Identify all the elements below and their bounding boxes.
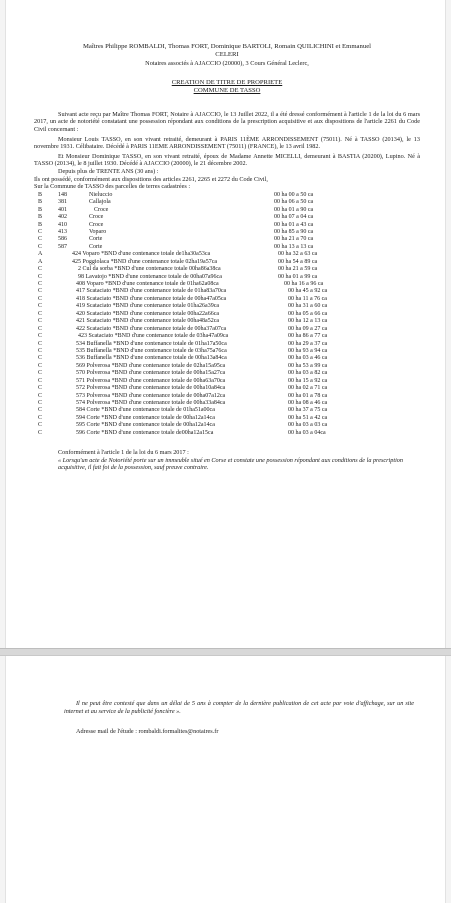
parcel-area: 00 ha 01 a 78 ca xyxy=(288,392,328,399)
parcel-description: 420 Scataciato *BND d'une contenance totale 00ha22a66ca xyxy=(76,310,220,317)
parcel-row xyxy=(34,266,420,273)
parcel-section: C xyxy=(38,355,43,362)
parcel-description: 569 Polverosa *BND d'une contenance totale de 02ha15a95ca xyxy=(76,362,226,369)
notaries-address: Notaires associés à AJACCIO (20000), 3 Cours Général Leclerc, xyxy=(145,59,309,67)
parcel-area: 00 ha 53 a 99 ca xyxy=(288,362,328,369)
parcel-row xyxy=(34,422,420,429)
parcel-place: Corte xyxy=(89,243,103,250)
parcel-area: 00 ha 16 a 96 ca xyxy=(284,281,324,287)
parcel-area: 00 ha 03 a 03 ca xyxy=(288,422,328,429)
notaries-names: Maîtres Philippe ROMBALDI, Thomas FORT, Dominique BARTOLI, Romain QUILICHINI et Emmanuel xyxy=(82,43,372,50)
parcel-section: C xyxy=(38,385,43,392)
parcel-area: 00 ha 31 a 60 ca xyxy=(288,303,328,310)
parcel-section: C xyxy=(38,243,43,250)
parcel-description: 572 Polverosa *BND d'une contenance totale de 00ha10a84ca xyxy=(76,385,226,392)
parcel-description: 536 Buffanella *BND d'une contenance totale de 00ha13a84ca xyxy=(76,355,227,362)
parcel-section: C xyxy=(38,422,43,429)
conformity-line: Conformément à l'article 1 de la loi du 6 mars 2017 : xyxy=(58,449,189,457)
parcel-row xyxy=(34,259,420,266)
contest-note: Il ne peut être contesté que dans un délai de 5 ans à compter de la dernière publication de cet acte par voie d'affichage, sur un site internet et au service de la publicité foncière ». xyxy=(64,700,414,715)
parcel-area: 00 ha 12 a 13 ca xyxy=(288,318,328,325)
parcel-row xyxy=(34,393,420,400)
parcel-row xyxy=(34,229,420,236)
parcel-area: 00 ha 02 a 71 ca xyxy=(288,385,328,392)
parcel-description: 421 Scataciato *BND d'une contenance totale 00ha48a52ca xyxy=(76,318,220,325)
parcel-area: 00 ha 01 a 90 ca xyxy=(274,206,314,213)
parcel-section: C xyxy=(38,318,43,325)
parcel-section: C xyxy=(38,377,43,384)
parcel-row xyxy=(34,207,420,214)
parcel-section: C xyxy=(38,236,43,243)
parcel-section: C xyxy=(38,310,43,317)
parcel-area: 00 ha 03 a 04ca xyxy=(288,429,326,436)
parcel-section: B xyxy=(38,214,43,221)
parcel-area: 00 ha 51 a 42 ca xyxy=(288,414,328,421)
notice-title: CREATION DE TITRE DE PROPRIETE xyxy=(171,78,283,86)
parcel-section: B xyxy=(38,206,43,213)
parcel-row xyxy=(34,333,420,340)
parcel-place: Callajola xyxy=(89,199,111,206)
parcel-section: C xyxy=(38,340,43,347)
parcel-number: 401 xyxy=(58,206,67,213)
parcel-row xyxy=(34,430,420,437)
parcel-section: C xyxy=(38,400,43,406)
notaries-names-cont: CELERI xyxy=(215,51,239,59)
parcel-section: A xyxy=(38,251,43,258)
parcel-row xyxy=(34,318,420,325)
parcel-row xyxy=(34,326,420,333)
parcel-row xyxy=(34,274,420,281)
notice-body xyxy=(34,43,420,472)
parcel-area: 00 ha 29 a 37 ca xyxy=(288,340,328,347)
parcel-place: Croce xyxy=(89,214,104,221)
page-separator xyxy=(0,648,451,656)
parcel-section: C xyxy=(38,407,43,414)
parcel-row xyxy=(34,370,420,377)
parcel-row xyxy=(34,288,420,295)
parcel-number: 381 xyxy=(58,199,67,206)
parcel-description: 424 Voparo *BND d'une contenance totale de1ha30a53ca xyxy=(72,251,211,258)
parcel-section: A xyxy=(38,258,43,265)
parcel-section: B xyxy=(38,221,43,228)
parcel-description: 408 Voparo *BND d'une contenance totale de 01ha62a08ca xyxy=(76,281,219,287)
possession-articles: Ils ont possédé, conformément aux dispositions des articles 2261, 2265 et 2272 du Code Civil, xyxy=(34,175,268,183)
parcel-area: 00 ha 21 a 70 ca xyxy=(274,236,314,243)
parcel-description: 595 Corte *BND d'une contenance totale de 00ha12a14ca xyxy=(76,422,215,429)
parcel-section: C xyxy=(38,273,43,280)
dominique-tasso-paragraph: Et Monsieur Dominique TASSO, en son vivant retraité, époux de Madame Annette MICELLI, demeurant à BASTIA (20200), Lupino. Né à TASSO (20134), le 8 juillet 1930. Décédé à AJACCIO (20000), le 21 décembre 2002. xyxy=(34,152,420,168)
parcel-section: C xyxy=(38,288,43,295)
parcel-number: 402 xyxy=(58,214,67,221)
parcel-area: 00 ha 45 a 92 ca xyxy=(288,288,328,295)
louis-tasso-paragraph: Monsieur Louis TASSO, en son vivant retraité, demeurant à PARIS 11ÈME ARRONDISSEMENT (75011). Né à TASSO (20134), le 13 novembre 1931. Célibataire. Décédé à PARIS 11EME ARRONDISSEMENT (75011) (FRANCE), le 13 avril 1982. xyxy=(34,135,420,151)
parcel-area: 00 ha 37 a 75 ca xyxy=(288,407,328,414)
parcel-place: Voparo xyxy=(89,228,107,235)
parcel-description: 570 Polverosa *BND d'une contenance totale de 00ha15a27ca xyxy=(76,370,226,377)
parcel-row xyxy=(34,281,420,288)
parcel-section: C xyxy=(38,429,43,436)
parcel-description: 422 Scataciato *BND d'une contenance totale de 00ha37a07ca xyxy=(76,325,227,332)
parcel-description: 418 Scataciato *BND d'une contenance totale de 00ha47a05ca xyxy=(76,295,227,302)
parcel-row xyxy=(34,355,420,362)
page-right-edge xyxy=(445,0,451,903)
parcel-description: 534 Buffanella *BND d'une contenance totale de 01ha17a50ca xyxy=(76,340,227,347)
possession-duration: Depuis plus de TRENTE ANS (30 ans) : xyxy=(58,167,159,175)
parcel-row xyxy=(34,385,420,392)
parcel-row xyxy=(34,311,420,318)
parcel-row xyxy=(34,415,420,422)
parcel-row xyxy=(34,192,420,199)
parcel-area: 00 ha 08 a 46 ca xyxy=(288,400,328,406)
parcel-section: C xyxy=(38,325,43,332)
parcel-area: 00 ha 54 a 89 ca xyxy=(278,258,318,265)
parcel-section: C xyxy=(38,303,43,310)
parcel-area: 00 ha 05 a 66 ca xyxy=(288,310,328,317)
parcel-number: 586 xyxy=(58,236,67,243)
parcel-section: C xyxy=(38,295,43,302)
parcel-description: 594 Corte *BND d'une contenance totale de 00ha12a14ca xyxy=(76,414,215,421)
parcel-area: 00 ha 86 a 77 ca xyxy=(288,333,328,340)
office-email: Adresse mail de l'étude : rombaldi.formalites@notaires.fr xyxy=(76,727,219,735)
parcel-description: 584 Corte *BND d'une contenance totale de 01ha51a00ca xyxy=(76,407,215,414)
parcel-row xyxy=(34,251,420,258)
parcel-number: 587 xyxy=(58,243,67,250)
commune-title: COMMUNE DE TASSO xyxy=(193,86,261,94)
parcel-description: 423 Scataciato *BND d'une contenance totale de 03ha47a09ca xyxy=(78,333,229,340)
parcel-row xyxy=(34,363,420,370)
parcel-area: 00 ha 09 a 27 ca xyxy=(288,325,328,332)
parcel-row xyxy=(34,236,420,243)
parcel-area: 00 ha 07 a 04 ca xyxy=(274,214,314,221)
parcel-number: 148 xyxy=(58,191,67,198)
parcel-row xyxy=(34,244,420,251)
parcel-section: C xyxy=(38,333,43,340)
parcel-description: 574 Polverosa *BND d'une contenance totale de 00ha33a84ca xyxy=(76,400,226,406)
parcel-section: C xyxy=(38,370,43,377)
parcel-row xyxy=(34,199,420,206)
parcel-row xyxy=(34,296,420,303)
parcel-section: C xyxy=(38,392,43,399)
parcel-row xyxy=(34,303,420,310)
parcel-description: 98 Lavatojo *BND d'une contenance totale de 00ha07a96ca xyxy=(78,273,222,280)
parcel-area: 00 ha 11 a 76 ca xyxy=(288,295,327,302)
parcel-section: C xyxy=(38,281,43,287)
conformity-quote: « Lorsqu'un acte de Notoriété porte sur un immeuble situé en Corse et constate une possession répondant aux conditions de la prescription acquisitive, il fait foi de la possession, sauf preuve contraire. xyxy=(58,456,403,472)
parcel-description: 419 Scataciato *BND d'une contenance totale 01ha26a39ca xyxy=(76,303,220,310)
intro-paragraph: Suivant acte reçu par Maître Thomas FORT, Notaire à AJACCIO, le 13 Juillet 2022, il a été dressé conformément à l'article 1 de la loi du 6 mars 2017, un acte de notoriété constatant une possession répondant aux conditions de la prescription acquisitive et aux dispositions de l'article 2261 du Code Civil concernant : xyxy=(34,110,420,133)
page-left-edge xyxy=(0,0,6,903)
parcel-row xyxy=(34,378,420,385)
parcel-area: 00 ha 01 a 43 ca xyxy=(274,221,314,228)
footer-block xyxy=(64,700,414,735)
parcel-section: C xyxy=(38,228,43,235)
parcel-section: B xyxy=(38,191,43,198)
parcels-intro: Sur la Commune de TASSO des parcelles de terres cadastrées : xyxy=(34,183,191,191)
parcel-number: 413 xyxy=(58,228,67,235)
parcel-section: C xyxy=(38,362,43,369)
parcel-section: B xyxy=(38,199,43,206)
parcel-row xyxy=(34,400,420,407)
parcel-place: Croce xyxy=(89,221,104,228)
parcel-area: 00 ha 03 a 82 ca xyxy=(288,370,328,377)
parcel-area: 00 ha 32 a 63 ca xyxy=(278,251,318,258)
parcel-section: C xyxy=(38,347,43,354)
parcel-description: 417 Scataciato *BND d'une contenance totale de 01ha83a70ca xyxy=(76,288,227,295)
parcel-section: C xyxy=(38,414,43,421)
parcel-description: 2 Cul da sorba *BND d'une contenance totale 00ha86a38ca xyxy=(78,266,221,273)
parcel-area: 00 ha 13 a 13 ca xyxy=(274,243,314,250)
parcel-place: Corte xyxy=(89,236,103,243)
parcel-area: 00 ha 06 a 50 ca xyxy=(274,199,314,206)
parcel-description: 573 Polverosa *BND d'une contenance totale de 00ha07a12ca xyxy=(76,392,226,399)
parcel-number: 410 xyxy=(58,221,67,228)
parcel-place: Croce xyxy=(94,206,109,213)
parcel-area: 00 ha 00 a 50 ca xyxy=(274,191,314,198)
parcel-place: Nieluccio xyxy=(89,191,113,198)
parcel-description: 535 Buffanella *BND d'une contenance totale de 03ha75a76ca xyxy=(76,347,227,354)
parcel-row xyxy=(34,214,420,221)
parcel-section: C xyxy=(38,266,43,273)
parcel-area: 00 ha 01 a 99 ca xyxy=(278,273,318,280)
parcel-area: 00 ha 03 a 46 ca xyxy=(288,355,328,362)
parcel-row xyxy=(34,407,420,414)
parcel-area: 00 ha 21 a 59 ca xyxy=(278,266,318,273)
parcel-row xyxy=(34,341,420,348)
parcel-list xyxy=(34,192,420,437)
parcel-row xyxy=(34,222,420,229)
parcel-area: 00 ha 93 a 94 ca xyxy=(288,347,328,354)
parcel-description: 425 Poggiolaca *BND d'une contenance totale 02ha19a57ca xyxy=(72,258,218,265)
parcel-description: 596 Corte *BND d'une contenance totale de00ha12a15ca xyxy=(76,429,214,436)
parcel-area: 00 ha 85 a 90 ca xyxy=(274,228,314,235)
parcel-description: 571 Polverosa *BND d'une contenance totale de 00ha63a70ca xyxy=(76,377,226,384)
parcel-area: 00 ha 15 a 92 ca xyxy=(288,377,328,384)
